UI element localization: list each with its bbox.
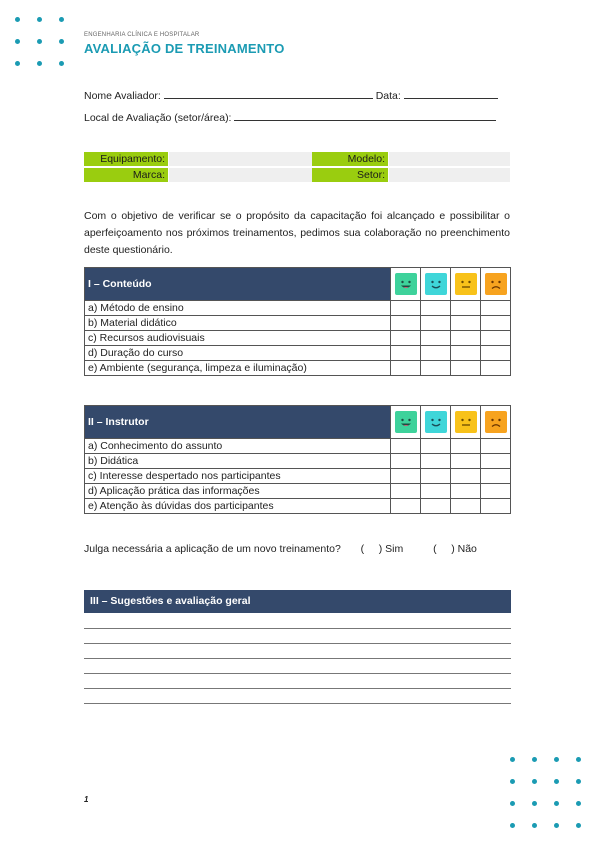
criterion-label: e) Ambiente (segurança, limpeza e iluminação)	[85, 361, 391, 376]
dot	[510, 823, 515, 828]
very-satisfied-face-icon	[395, 273, 417, 295]
table-header-row	[85, 268, 511, 301]
setor-label: Setor:	[312, 168, 388, 182]
location-field[interactable]	[234, 110, 496, 121]
table-header-row	[85, 406, 511, 439]
marca-label: Marca:	[84, 168, 168, 182]
question-text: Julga necessária a aplicação de um novo treinamento?	[84, 543, 341, 555]
face-cell	[421, 406, 451, 439]
rating-cell[interactable]	[451, 439, 481, 454]
rating-cell[interactable]	[451, 499, 481, 514]
rating-cell[interactable]	[421, 301, 451, 316]
section-title: II – Instrutor	[85, 406, 391, 439]
location-row	[84, 110, 496, 124]
neutral-face-icon	[455, 273, 477, 295]
writing-line[interactable]	[84, 703, 511, 704]
criterion-label: d) Duração do curso	[85, 346, 391, 361]
dot	[532, 779, 537, 784]
dot	[15, 61, 20, 66]
rating-cell[interactable]	[481, 484, 511, 499]
writing-line[interactable]	[84, 643, 511, 644]
dot	[576, 801, 581, 806]
dot	[532, 757, 537, 762]
table-row	[85, 484, 511, 499]
face-cell	[451, 268, 481, 301]
dot	[576, 757, 581, 762]
instructor-evaluation-table	[84, 405, 511, 514]
rating-cell[interactable]	[451, 454, 481, 469]
rating-cell[interactable]	[391, 301, 421, 316]
page-number: 1	[84, 795, 89, 804]
rating-cell[interactable]	[421, 469, 451, 484]
rating-cell[interactable]	[391, 346, 421, 361]
face-cell	[481, 406, 511, 439]
dissatisfied-face-icon	[485, 411, 507, 433]
rating-cell[interactable]	[391, 499, 421, 514]
rating-cell[interactable]	[421, 484, 451, 499]
brand-row	[84, 168, 510, 184]
dot	[59, 39, 64, 44]
rating-cell[interactable]	[391, 316, 421, 331]
table-row	[85, 346, 511, 361]
dot	[37, 39, 42, 44]
writing-line[interactable]	[84, 688, 511, 689]
rating-cell[interactable]	[451, 361, 481, 376]
criterion-label: c) Recursos audiovisuais	[85, 331, 391, 346]
dot	[510, 757, 515, 762]
satisfied-face-icon	[425, 273, 447, 295]
dot	[15, 39, 20, 44]
dot	[554, 757, 559, 762]
table-row	[85, 361, 511, 376]
rating-cell[interactable]	[481, 454, 511, 469]
equipment-row	[84, 152, 510, 168]
rating-cell[interactable]	[481, 469, 511, 484]
rating-cell[interactable]	[421, 346, 451, 361]
rating-cell[interactable]	[481, 499, 511, 514]
equipment-info	[84, 152, 510, 184]
dissatisfied-face-icon	[485, 273, 507, 295]
marca-field[interactable]	[169, 168, 312, 182]
dot	[510, 801, 515, 806]
rating-cell[interactable]	[421, 499, 451, 514]
rating-cell[interactable]	[481, 361, 511, 376]
equipamento-label: Equipamento:	[84, 152, 168, 166]
setor-field[interactable]	[389, 168, 510, 182]
dot	[59, 17, 64, 22]
dot	[576, 823, 581, 828]
organization-label: ENGENHARIA CLÍNICA E HOSPITALAR	[84, 32, 200, 38]
dot	[532, 801, 537, 806]
modelo-label: Modelo:	[312, 152, 388, 166]
table-row	[85, 316, 511, 331]
table-row	[85, 469, 511, 484]
very-satisfied-face-icon	[395, 411, 417, 433]
content-evaluation-table	[84, 267, 511, 376]
writing-line[interactable]	[84, 628, 511, 629]
criterion-label: b) Didática	[85, 454, 391, 469]
face-cell	[391, 406, 421, 439]
criterion-label: c) Interesse despertado nos participantes	[85, 469, 391, 484]
rating-cell[interactable]	[451, 346, 481, 361]
rating-cell[interactable]	[481, 439, 511, 454]
table-row	[85, 439, 511, 454]
rating-cell[interactable]	[421, 316, 451, 331]
rating-cell[interactable]	[391, 469, 421, 484]
rating-cell[interactable]	[481, 301, 511, 316]
rating-cell[interactable]	[481, 331, 511, 346]
rating-cell[interactable]	[451, 484, 481, 499]
table-row	[85, 301, 511, 316]
face-cell	[421, 268, 451, 301]
evaluator-label: Nome Avaliador:	[84, 90, 161, 102]
table-row	[85, 331, 511, 346]
dot	[59, 61, 64, 66]
rating-cell[interactable]	[391, 484, 421, 499]
face-cell	[391, 268, 421, 301]
section-title: I – Conteúdo	[85, 268, 391, 301]
writing-line[interactable]	[84, 658, 511, 659]
face-cell	[451, 406, 481, 439]
criterion-label: d) Aplicação prática das informações	[85, 484, 391, 499]
evaluator-row	[84, 88, 498, 102]
criterion-label: a) Método de ensino	[85, 301, 391, 316]
satisfied-face-icon	[425, 411, 447, 433]
rating-cell[interactable]	[421, 361, 451, 376]
rating-cell[interactable]	[391, 361, 421, 376]
intro-paragraph: Com o objetivo de verificar se o propósito da capacitação foi alcançado e possibilitar o aperfeiçoamento nos próximos treinamentos, pedimos sua colaboração no preenchimento deste questionário.	[84, 210, 510, 256]
dot	[15, 17, 20, 22]
rating-cell[interactable]	[391, 439, 421, 454]
location-label: Local de Avaliação (setor/área):	[84, 112, 232, 124]
rating-cell[interactable]	[421, 331, 451, 346]
equipamento-field[interactable]	[169, 152, 312, 166]
criterion-label: b) Material didático	[85, 316, 391, 331]
yes-option[interactable]: ( ) Sim	[360, 543, 404, 555]
criterion-label: a) Conhecimento do assunto	[85, 439, 391, 454]
suggestions-header: III – Sugestões e avaliação geral	[84, 590, 511, 613]
rating-cell[interactable]	[451, 469, 481, 484]
dot	[532, 823, 537, 828]
dot	[37, 61, 42, 66]
evaluator-name-field[interactable]	[164, 88, 373, 99]
page-title: AVALIAÇÃO DE TREINAMENTO	[84, 41, 285, 56]
dot	[554, 823, 559, 828]
date-field[interactable]	[404, 88, 498, 99]
new-training-question	[84, 543, 477, 555]
rating-cell[interactable]	[481, 316, 511, 331]
table-row	[85, 454, 511, 469]
no-option[interactable]: ( ) Não	[433, 543, 477, 555]
dot	[510, 779, 515, 784]
rating-cell[interactable]	[481, 346, 511, 361]
writing-line[interactable]	[84, 673, 511, 674]
rating-cell[interactable]	[391, 454, 421, 469]
table-row	[85, 499, 511, 514]
neutral-face-icon	[455, 411, 477, 433]
dot	[37, 17, 42, 22]
rating-cell[interactable]	[451, 301, 481, 316]
rating-cell[interactable]	[421, 439, 451, 454]
date-label: Data:	[375, 90, 401, 102]
rating-cell[interactable]	[391, 331, 421, 346]
face-cell	[481, 268, 511, 301]
modelo-field[interactable]	[389, 152, 510, 166]
criterion-label: e) Atenção às dúvidas dos participantes	[85, 499, 391, 514]
dot	[554, 801, 559, 806]
dot	[554, 779, 559, 784]
rating-cell[interactable]	[451, 331, 481, 346]
dot	[576, 779, 581, 784]
rating-cell[interactable]	[451, 316, 481, 331]
rating-cell[interactable]	[421, 454, 451, 469]
